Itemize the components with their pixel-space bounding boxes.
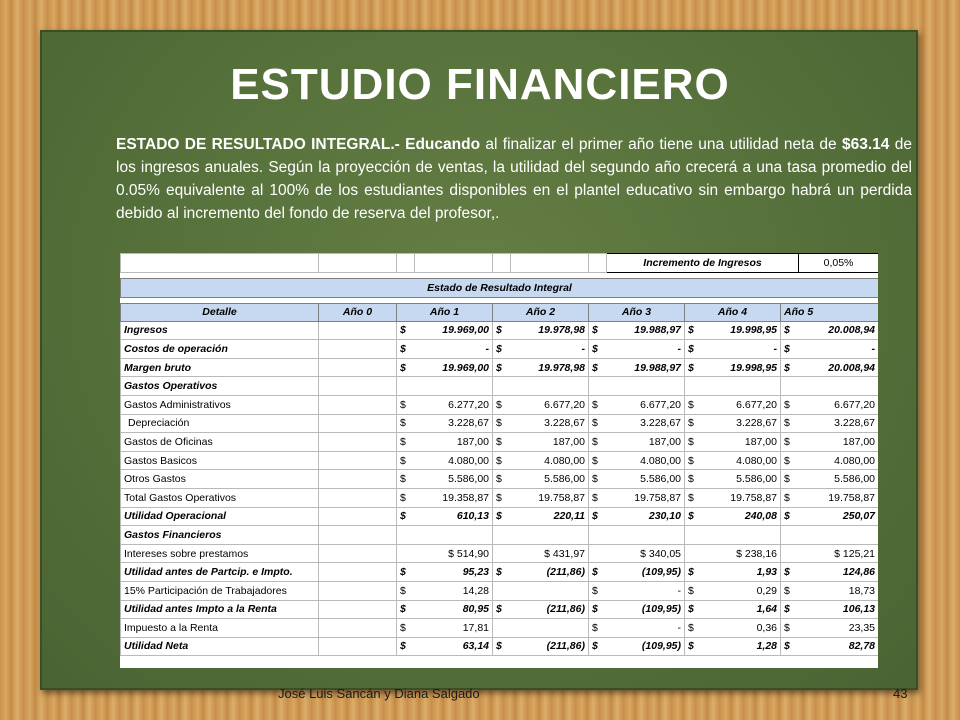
row-label: Gastos Basicos <box>121 451 319 470</box>
cell-currency: $ <box>493 433 511 452</box>
table-title-row <box>121 278 879 297</box>
row-label: Gastos Operativos <box>121 377 319 396</box>
cell-ano-0 <box>319 526 397 545</box>
table-row <box>121 488 879 507</box>
cell-amount: 19.978,98 <box>511 321 589 340</box>
cell-currency: $ <box>589 619 607 638</box>
cell-currency <box>781 377 799 396</box>
header-ano-4: Año 4 <box>685 303 781 321</box>
cell-amount: 80,95 <box>415 600 493 619</box>
increment-row <box>121 254 879 273</box>
cell-amount: - <box>703 340 781 359</box>
cell-currency <box>493 526 511 545</box>
cell-amount: 6.677,20 <box>799 395 878 414</box>
cell-currency: $ <box>685 637 703 656</box>
cell-currency: $ <box>685 619 703 638</box>
cell-currency: $ <box>685 600 703 619</box>
cell-ano-0 <box>319 340 397 359</box>
cell-currency <box>493 377 511 396</box>
cell-amount: 106,13 <box>799 600 878 619</box>
cell-amount: (211,86) <box>511 600 589 619</box>
cell-currency: $ <box>493 637 511 656</box>
cell-currency: $ <box>397 414 415 433</box>
cell-currency: $ <box>781 507 799 526</box>
cell-currency: $ <box>781 600 799 619</box>
paragraph-amount: $63.14 <box>842 136 890 153</box>
cell-currency: $ <box>397 321 415 340</box>
cell-currency <box>781 526 799 545</box>
cell-ano-0 <box>319 637 397 656</box>
cell-currency: $ <box>685 488 703 507</box>
row-label: 15% Participación de Trabajadores <box>121 581 319 600</box>
cell-amount: 124,86 <box>799 563 878 582</box>
cell-amount: 63,14 <box>415 637 493 656</box>
cell-currency: $ <box>397 395 415 414</box>
cell-amount: 5.586,00 <box>799 470 878 489</box>
cell-amount: 19.758,87 <box>799 488 878 507</box>
cell-amount: 3.228,67 <box>703 414 781 433</box>
table-row <box>121 526 879 545</box>
cell-amount: - <box>799 340 878 359</box>
cell-amount: 0,36 <box>703 619 781 638</box>
cell-currency: $ <box>781 321 799 340</box>
cell-amount <box>511 619 589 638</box>
cell-amount: - <box>607 340 685 359</box>
cell-amount: 19.998,95 <box>703 358 781 377</box>
table-row <box>121 544 879 563</box>
cell-amount: 19.758,87 <box>607 488 685 507</box>
cell-currency: $ <box>781 470 799 489</box>
cell-currency: $ <box>781 488 799 507</box>
cell-ano-0 <box>319 619 397 638</box>
row-label: Intereses sobre prestamos <box>121 544 319 563</box>
cell-amount: 4.080,00 <box>799 451 878 470</box>
cell-ano-0 <box>319 600 397 619</box>
table-row <box>121 414 879 433</box>
cell-currency: $ <box>397 600 415 619</box>
cell-amount: 230,10 <box>607 507 685 526</box>
cell-amount: 240,08 <box>703 507 781 526</box>
table-row <box>121 433 879 452</box>
cell-currency: $ <box>493 600 511 619</box>
cell-currency: $ <box>685 340 703 359</box>
cell-currency: $ <box>493 414 511 433</box>
cell-currency: $ <box>685 321 703 340</box>
cell-currency: $ <box>781 451 799 470</box>
cell-amount <box>607 526 685 545</box>
table-row <box>121 321 879 340</box>
cell-amount: 19.758,87 <box>511 488 589 507</box>
row-label: Utilidad Neta <box>121 637 319 656</box>
cell-amount: 19.969,00 <box>415 358 493 377</box>
cell-currency: $ <box>781 563 799 582</box>
cell-currency: $ <box>589 581 607 600</box>
cell-amount: 19.988,97 <box>607 358 685 377</box>
row-label: Impuesto a la Renta <box>121 619 319 638</box>
cell-amount: 20.008,94 <box>799 358 878 377</box>
cell-amount: 4.080,00 <box>607 451 685 470</box>
cell-amount: 19.969,00 <box>415 321 493 340</box>
cell-currency <box>685 377 703 396</box>
cell-currency <box>493 581 511 600</box>
cell-amount: 3.228,67 <box>799 414 878 433</box>
cell-currency: $ <box>493 321 511 340</box>
cell-currency: $ <box>781 637 799 656</box>
cell-amount: 1,64 <box>703 600 781 619</box>
cell-currency: $ <box>397 488 415 507</box>
cell-amount: 187,00 <box>799 433 878 452</box>
cell-currency: $ <box>493 358 511 377</box>
cell-amount: 95,23 <box>415 563 493 582</box>
cell-amount <box>703 377 781 396</box>
cell-amount: 14,28 <box>415 581 493 600</box>
cell-amount: - <box>511 340 589 359</box>
cell-ano-0 <box>319 451 397 470</box>
cell-currency <box>589 526 607 545</box>
cell-amount: $ 431,97 <box>493 544 589 563</box>
cell-currency: $ <box>397 470 415 489</box>
cell-amount: 19.998,95 <box>703 321 781 340</box>
cell-currency: $ <box>493 488 511 507</box>
paragraph-text-2: de los ingresos anuales. Según la proyección de ventas, la utilidad del segundo año crecerá a una tasa promedio del 0.05% equivalente al 100% de los estudiantes disponibles en el plantel educativo sin embargo habrá un perdida debido al incremento del fondo de reserva del profesor,. <box>116 136 912 222</box>
cell-currency: $ <box>685 470 703 489</box>
cell-amount: $ 340,05 <box>589 544 685 563</box>
cell-currency: $ <box>589 470 607 489</box>
cell-ano-0 <box>319 488 397 507</box>
cell-currency <box>589 377 607 396</box>
row-label: Ingresos <box>121 321 319 340</box>
cell-amount: 17,81 <box>415 619 493 638</box>
cell-currency: $ <box>589 321 607 340</box>
cell-amount: - <box>607 581 685 600</box>
cell-currency: $ <box>781 358 799 377</box>
cell-currency: $ <box>589 395 607 414</box>
cell-currency: $ <box>589 563 607 582</box>
cell-currency: $ <box>493 507 511 526</box>
header-ano-5: Año 5 <box>781 303 879 321</box>
description-paragraph <box>116 133 912 225</box>
cell-currency: $ <box>685 581 703 600</box>
cell-amount <box>415 526 493 545</box>
footer-authors: José Luis Sancán y Diana Salgado <box>278 686 480 701</box>
cell-amount: 3.228,67 <box>511 414 589 433</box>
header-ano-1: Año 1 <box>397 303 493 321</box>
cell-amount: 610,13 <box>415 507 493 526</box>
cell-amount: 1,28 <box>703 637 781 656</box>
row-label: Utilidad antes de Partcip. e Impto. <box>121 563 319 582</box>
cell-amount: 250,07 <box>799 507 878 526</box>
cell-currency: $ <box>781 340 799 359</box>
income-statement-table <box>120 253 878 656</box>
cell-amount: 19.978,98 <box>511 358 589 377</box>
row-label: Otros Gastos <box>121 470 319 489</box>
cell-currency: $ <box>397 637 415 656</box>
cell-currency: $ <box>589 488 607 507</box>
slide-title: ESTUDIO FINANCIERO <box>230 60 730 109</box>
paragraph-lead: ESTADO DE RESULTADO INTEGRAL.- Educando <box>116 136 481 153</box>
cell-amount: (109,95) <box>607 563 685 582</box>
cell-ano-0 <box>319 544 397 563</box>
cell-amount: 6.277,20 <box>415 395 493 414</box>
cell-amount: 18,73 <box>799 581 878 600</box>
header-ano-2: Año 2 <box>493 303 589 321</box>
table-row <box>121 340 879 359</box>
cell-amount: 187,00 <box>415 433 493 452</box>
cell-amount: 20.008,94 <box>799 321 878 340</box>
cell-amount: (211,86) <box>511 637 589 656</box>
cell-amount <box>607 377 685 396</box>
cell-ano-0 <box>319 581 397 600</box>
cell-amount: (109,95) <box>607 600 685 619</box>
cell-amount: 19.358,87 <box>415 488 493 507</box>
cell-ano-0 <box>319 395 397 414</box>
table-title: Estado de Resultado Integral <box>121 278 879 297</box>
cell-amount: 5.586,00 <box>703 470 781 489</box>
cell-currency: $ <box>781 433 799 452</box>
cell-currency: $ <box>685 433 703 452</box>
cell-amount: 187,00 <box>607 433 685 452</box>
cell-amount: 1,93 <box>703 563 781 582</box>
table-header-row <box>121 303 879 321</box>
table-row <box>121 619 879 638</box>
cell-amount <box>511 377 589 396</box>
row-label: Margen bruto <box>121 358 319 377</box>
cell-currency: $ <box>397 507 415 526</box>
cell-currency: $ <box>685 414 703 433</box>
cell-currency: $ <box>493 563 511 582</box>
row-label: Utilidad Operacional <box>121 507 319 526</box>
cell-currency: $ <box>493 340 511 359</box>
cell-currency: $ <box>589 358 607 377</box>
cell-amount: 19.758,87 <box>703 488 781 507</box>
cell-currency: $ <box>685 395 703 414</box>
table-row <box>121 507 879 526</box>
cell-currency: $ <box>397 451 415 470</box>
cell-currency: $ <box>397 358 415 377</box>
cell-amount: 23,35 <box>799 619 878 638</box>
cell-currency <box>397 526 415 545</box>
cell-amount: 82,78 <box>799 637 878 656</box>
header-detalle: Detalle <box>121 303 319 321</box>
row-label: Utilidad antes Impto a la Renta <box>121 600 319 619</box>
cell-currency: $ <box>781 395 799 414</box>
cell-amount: 5.586,00 <box>607 470 685 489</box>
cell-amount: - <box>607 619 685 638</box>
cell-amount <box>703 526 781 545</box>
cell-amount: 4.080,00 <box>511 451 589 470</box>
cell-amount: $ 125,21 <box>781 544 879 563</box>
cell-ano-0 <box>319 507 397 526</box>
table-row <box>121 395 879 414</box>
cell-currency: $ <box>397 619 415 638</box>
table-row <box>121 581 879 600</box>
cell-amount <box>799 377 878 396</box>
table-row <box>121 637 879 656</box>
table-row <box>121 377 879 396</box>
cell-amount: $ 238,16 <box>685 544 781 563</box>
paragraph-text-1: al finalizar el primer año tiene una utilidad neta de <box>480 136 842 153</box>
cell-ano-0 <box>319 433 397 452</box>
page-number: 43 <box>893 686 908 701</box>
spreadsheet-image <box>120 253 878 668</box>
cell-amount: 220,11 <box>511 507 589 526</box>
cell-ano-0 <box>319 358 397 377</box>
table-row <box>121 358 879 377</box>
cell-amount <box>799 526 878 545</box>
cell-amount: 19.988,97 <box>607 321 685 340</box>
cell-amount: (211,86) <box>511 563 589 582</box>
cell-currency: $ <box>589 340 607 359</box>
cell-currency <box>397 377 415 396</box>
cell-amount <box>511 581 589 600</box>
cell-amount: 187,00 <box>703 433 781 452</box>
table-row <box>121 470 879 489</box>
cell-ano-0 <box>319 470 397 489</box>
header-ano-0: Año 0 <box>319 303 397 321</box>
cell-amount: 6.677,20 <box>511 395 589 414</box>
cell-ano-0 <box>319 563 397 582</box>
cell-currency: $ <box>397 340 415 359</box>
cell-amount: $ 514,90 <box>397 544 493 563</box>
row-label: Costos de operación <box>121 340 319 359</box>
cell-currency: $ <box>589 507 607 526</box>
increment-value: 0,05% <box>799 254 878 273</box>
cell-amount: 187,00 <box>511 433 589 452</box>
cell-currency: $ <box>685 563 703 582</box>
row-label: Gastos Financieros <box>121 526 319 545</box>
table-row <box>121 563 879 582</box>
cell-amount: 6.677,20 <box>703 395 781 414</box>
cell-amount: - <box>415 340 493 359</box>
cell-currency: $ <box>397 563 415 582</box>
cell-currency: $ <box>493 470 511 489</box>
cell-currency: $ <box>589 433 607 452</box>
cell-currency <box>685 526 703 545</box>
cell-currency: $ <box>781 581 799 600</box>
cell-currency: $ <box>685 358 703 377</box>
row-label: Total Gastos Operativos <box>121 488 319 507</box>
cell-currency: $ <box>589 637 607 656</box>
cell-currency: $ <box>685 451 703 470</box>
cell-amount: 4.080,00 <box>703 451 781 470</box>
cell-amount <box>415 377 493 396</box>
cell-amount: 3.228,67 <box>607 414 685 433</box>
cell-amount: 5.586,00 <box>415 470 493 489</box>
cell-currency: $ <box>589 414 607 433</box>
cell-currency: $ <box>493 395 511 414</box>
cell-amount: 4.080,00 <box>415 451 493 470</box>
cell-currency: $ <box>589 600 607 619</box>
increment-label: Incremento de Ingresos <box>607 254 799 273</box>
cell-amount: (109,95) <box>607 637 685 656</box>
cell-currency: $ <box>685 507 703 526</box>
cell-ano-0 <box>319 321 397 340</box>
cell-currency: $ <box>493 451 511 470</box>
cell-amount: 0,29 <box>703 581 781 600</box>
cell-amount: 5.586,00 <box>511 470 589 489</box>
table-row <box>121 600 879 619</box>
cell-currency: $ <box>589 451 607 470</box>
cell-currency <box>493 619 511 638</box>
cell-amount: 3.228,67 <box>415 414 493 433</box>
cell-currency: $ <box>397 581 415 600</box>
table-row <box>121 451 879 470</box>
cell-ano-0 <box>319 377 397 396</box>
header-ano-3: Año 3 <box>589 303 685 321</box>
cell-currency: $ <box>781 619 799 638</box>
row-label: Gastos Administrativos <box>121 395 319 414</box>
cell-currency: $ <box>781 414 799 433</box>
cell-ano-0 <box>319 414 397 433</box>
cell-currency: $ <box>397 433 415 452</box>
row-label: Depreciación <box>121 414 319 433</box>
cell-amount: 6.677,20 <box>607 395 685 414</box>
cell-amount <box>511 526 589 545</box>
row-label: Gastos de Oficinas <box>121 433 319 452</box>
